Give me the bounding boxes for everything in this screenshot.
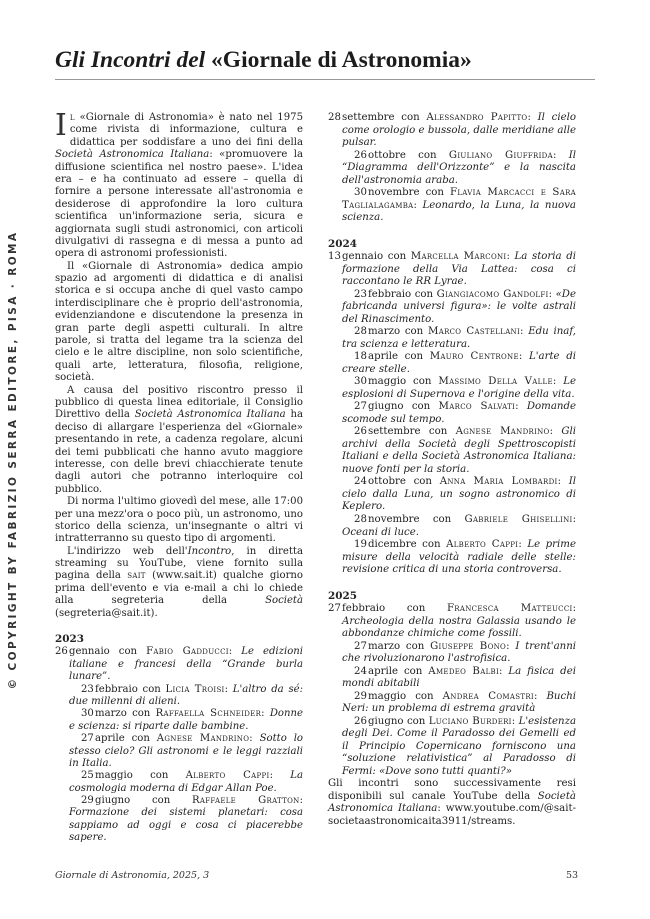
entry-speaker: Flavia Marcacci e Sara Taglialagamba (342, 187, 576, 211)
entry-day: 26 (354, 426, 367, 438)
entry-when: marzo con (368, 640, 431, 652)
entry-day: 30 (354, 376, 367, 388)
entry-when: gennaio con (69, 646, 147, 658)
year-heading: 2024 (328, 237, 357, 250)
entry-speaker: Francesca Matteucci (446, 603, 573, 615)
entry-day: 27 (354, 640, 367, 652)
entry-when: marzo con (368, 326, 428, 338)
entry-speaker: Gabriele Ghisellini (464, 513, 573, 525)
entry-day: 29 (354, 690, 367, 702)
entry-when: dicembre con (368, 539, 447, 551)
intro-paragraph-3 (55, 385, 303, 497)
entry-speaker: Giuliano Giuffrida (448, 149, 553, 161)
intro-smallcaps: sait (127, 570, 146, 582)
intro-paragraph-1 (55, 108, 303, 261)
entry-title: Domande scomode sul tempo. (342, 401, 577, 425)
entry-speaker: Luciano Burderi (428, 715, 512, 727)
intro-text: «Giornale di Astronomia» è nato nel 1975 come rivista di informazione, cultura e didattica per soddisfare a uno dei fini della (69, 112, 303, 148)
entry-speaker: Alberto Cappi (185, 770, 270, 782)
entry-when: giugno con (368, 401, 439, 413)
schedule-entry: 18aprile con Mauro Centrone: L'arte di creare stelle. (342, 351, 577, 375)
entry-title: Formazione dei sistemi planetari: cosa sappiamo ad oggi e cosa ci piacerebbe sapere. (69, 807, 303, 844)
page-title-italic: Gli Incontri del (55, 47, 206, 73)
entry-speaker: Amedeo Balbi (428, 665, 500, 677)
entry-day: 19 (354, 539, 367, 551)
schedule-entry: 28settembre con Alessandro Papitto: Il cielo come orologio e bussola, dalle meridiane alle pulsar. (328, 112, 577, 149)
intro-italic: Società Astronomica Italiana (134, 409, 286, 421)
drop-cap: I (55, 108, 67, 143)
entry-day: 23 (354, 288, 367, 300)
closing-paragraph (328, 778, 576, 828)
schedule-2023 (55, 633, 303, 845)
entry-title: Sotto lo stesso cielo? Gli astronomi e le leggi razziali in Italia. (69, 733, 303, 769)
copyright-text: © COPYRIGHT BY FABRIZIO SERRA EDITORE, PISA · ROMA (7, 230, 19, 689)
entry-day: 26 (55, 646, 68, 658)
entry-speaker: Raffaele Gratton (192, 795, 300, 807)
entry-title: La storia di formazione della Via Lattea: cosa ci raccontano le RR Lyrae. (342, 251, 577, 288)
entry-when: giugno con (95, 795, 192, 807)
entry-when: marzo con (95, 708, 156, 720)
entry-day: 18 (354, 351, 367, 363)
entry-day: 29 (81, 795, 94, 807)
schedule-entry: 30novembre con Flavia Marcacci e Sara Taglialagamba: Leonardo, la Luna, la nuova scienza. (342, 187, 576, 224)
entry-speaker: Licia Troisi (165, 683, 225, 695)
schedule-entry: 28marzo con Marco Castellani: Edu inaf, tra scienza e letteratura. (342, 326, 577, 350)
schedule-entry: 25maggio con Alberto Cappi: La cosmologia moderna di Edgar Allan Poe. (69, 770, 304, 794)
schedule-2024 (328, 238, 576, 577)
schedule-entry: 26ottobre con Giuliano Giuffrida: Il “Diagramma dell'Orizzonte” e la nascita dell'astronomia araba. (342, 149, 576, 186)
intro-text: L'indirizzo web dell' (67, 545, 188, 557)
intro-text: A causa del positivo riscontro presso il pubblico di questa linea editoriale, il Consiglio Direttivo della (55, 384, 303, 421)
entry-title: Il cielo come orologio e bussola, dalle meridiane alle pulsar. (342, 112, 577, 149)
entry-speaker: Giuseppe Bono (430, 640, 507, 652)
entry-speaker: Marco Castellani (427, 326, 521, 338)
schedule-entry: 26gennaio con Fabio Gadducci: Le edizioni italiane e francesi della “Grande burla lunare”. (55, 646, 303, 683)
schedule-entry: 23febbraio con Giangiacomo Gandolfi: «De fabricanda universi figura»: le volte astrali del Rinascimento. (342, 288, 576, 325)
entry-day: 28 (354, 326, 367, 338)
intro-paragraph-5 (55, 546, 303, 620)
title-rule (55, 79, 595, 80)
closing-italic: Società Astronomica Italiana (328, 790, 576, 815)
entry-speaker: Marco Salvati (438, 401, 516, 413)
schedule-entry: 26settembre con Agnese Mandrino: Gli archivi della Società degli Spettroscopisti Italiani e della Società Astronomica Italiana: nuove fonti per la storia. (342, 426, 577, 475)
intro-paragraph-2: Il «Giornale di Astronomia» dedica ampio spazio ad argomenti di didattica e di analisi storica e si occupa anche di quel vasto campo interdisciplinare che è proprio dell'astronomia, evidenziandone e discutendone la presenza in gran parte degli aspetti culturali. In altre parole, si tratta del legame tra la scienza del cielo e le altre discipline, non solo scientifiche, quali arte, letteratura, filosofia, religione, società. (55, 260, 303, 384)
intro-text: (segreteria@sait.it). (55, 607, 158, 619)
entry-day: 26 (354, 149, 367, 161)
entry-speaker: Fabio Gadducci (146, 646, 229, 658)
entry-when: giugno con (368, 715, 429, 727)
schedule-entry: 27febbraio con Francesca Matteucci: Archeologia della nostra Galassia usando le abbondanze chimiche come fossili. (328, 603, 576, 640)
entry-when: febbraio con (342, 603, 447, 615)
schedule-2023-continued (328, 112, 576, 225)
entry-when: aprile con (368, 351, 430, 363)
entry-title: I trent'anni che rivoluzionarono l'astrofisica. (342, 640, 577, 665)
closing-text: Gli incontri sono successivamente resi disponibili sul canale YouTube della (328, 778, 576, 802)
entry-title: Buchi Neri: un problema di estrema gravità (342, 690, 577, 715)
intro-italic: Società (265, 595, 303, 607)
entry-speaker: Alberto Cappi (446, 539, 519, 551)
intro-paragraph-4: Di norma l'ultimo giovedì del mese, alle 17:00 per una mezz'ora o poco più, un astronomo, uno storico della scienza, un'insegnante o altri vi intratterranno su questo tipo di argomenti. (55, 496, 303, 545)
entry-speaker: Anna Maria Lombardi (439, 476, 558, 488)
entry-speaker: Agnese Mandrino (156, 733, 250, 745)
entry-when: settembre con (342, 112, 427, 123)
entry-title: Archeologia della nostra Galassia usando le abbondanze chimiche come fossili. (342, 615, 576, 640)
entry-title: Oceani di luce. (342, 526, 420, 538)
intro-smallcaps: l (69, 112, 75, 123)
entry-title: L'arte di creare stelle. (342, 351, 577, 375)
page-title-rest: «Giornale di Astronomia» (205, 47, 472, 73)
entry-title: Edu inaf, tra scienza e letteratura. (342, 326, 577, 350)
intro-text: : «promuovere la diffusione scientifica nel nostro paese». L'idea era – e ha continuato ad essere – quella di fornire a persone interessate all'astronomia e desiderose di approfondire la loro cultura scientifica un'informazione seria, sicura e aggiornata sugli studi astronomici, con articoli divulgativi di rassegna e di messa a punto ad opera di astronomi professionisti. (55, 149, 303, 260)
page-number: 53 (566, 870, 579, 881)
entry-day: 13 (328, 251, 341, 263)
entry-title: L'altro da sé: due millenni di alieni. (69, 683, 303, 707)
entry-title: L'esistenza degli Dei. Come il Paradosso dei Gemelli ed il Principio Copernicano forniscono una “soluzione relativistica” al Paradosso di Fermi: «Dove sono tutti quanti?» (342, 715, 577, 777)
entry-title: Il “Diagramma dell'Orizzonte” e la nascita dell'astronomia araba. (342, 149, 576, 186)
schedule-entry: 30marzo con Raffaella Schneider: Donne e scienza: si riparte dalle bambine. (69, 708, 303, 732)
entry-title: Leonardo, la Luna, la nuova scienza. (342, 199, 576, 224)
schedule-entry: 26giugno con Luciano Burderi: L'esistenza degli Dei. Come il Paradosso dei Gemelli ed il Principio Copernicano forniscono una “soluzione relativistica” al Paradosso di Fermi: «Dove sono tutti quanti?» (342, 715, 577, 777)
entry-when: ottobre con (368, 149, 449, 161)
entry-day: 30 (81, 708, 94, 720)
entry-title: La fisica dei mondi abitabili (342, 665, 576, 690)
intro-text: (www.sait.it) qualche giorno prima dell'evento e via e-mail a chi lo chiede alla segreteria della (55, 570, 303, 607)
intro-italic: Incontro (187, 545, 232, 557)
entry-when: novembre con (368, 513, 465, 525)
schedule-entry: 19dicembre con Alberto Cappi: Le prime misure della velocità radiale delle stelle: revisione critica di una storia controversa. (342, 539, 576, 576)
entry-speaker: Raffaella Schneider (155, 708, 262, 720)
entry-day: 23 (81, 683, 94, 695)
footer-journal: Giornale di Astronomia, 2025, 3 (55, 870, 210, 881)
schedule-entry: 23febbraio con Licia Troisi: L'altro da sé: due millenni di alieni. (69, 683, 303, 707)
closing-text: : www.youtube.com/@sait-societaastronomicaita3911/streams. (328, 803, 577, 827)
entry-title: Le edizioni italiane e francesi della “Grande burla lunare”. (69, 646, 303, 683)
entry-title: Donne e scienza: si riparte dalle bambine. (69, 708, 303, 732)
schedule-entry: 27marzo con Giuseppe Bono: I trent'anni che rivoluzionarono l'astrofisica. (342, 640, 577, 665)
entry-speaker: Giangiacomo Gandolfi (436, 288, 549, 300)
entry-when: febbraio con (95, 683, 166, 695)
entry-speaker: Massimo Della Valle (438, 376, 553, 388)
entry-when: maggio con (368, 376, 439, 388)
schedule-entry: 13gennaio con Marcella Marconi: La storia di formazione della Via Lattea: cosa ci raccontano le RR Lyrae. (328, 251, 577, 288)
entry-day: 28 (328, 112, 341, 123)
page-title (55, 46, 595, 74)
schedule-entry: 29giugno con Raffaele Gratton: Formazione dei sistemi planetari: cosa sappiamo ad oggi e cosa ci piacerebbe sapere. (69, 795, 303, 844)
entry-title: «De fabricanda universi figura»: le volte astrali del Rinascimento. (342, 288, 576, 325)
entry-title: La cosmologia moderna di Edgar Allan Poe. (69, 770, 304, 794)
entry-day: 27 (81, 733, 94, 745)
intro-italic: Società Astronomica Italiana (55, 149, 210, 161)
schedule-entry: 24ottobre con Anna Maria Lombardi: Il cielo dalla Luna, un sogno astronomico di Keplero. (342, 476, 576, 513)
schedule-entry: 24aprile con Amedeo Balbi: La fisica dei mondi abitabili (342, 665, 576, 690)
copyright-sidebar (0, 230, 26, 689)
schedule-entry: 27giugno con Marco Salvati: Domande scomode sul tempo. (342, 401, 577, 425)
entry-speaker: Agnese Mandrino (455, 426, 550, 438)
entry-day: 25 (81, 770, 94, 782)
entry-when: maggio con (368, 690, 443, 702)
entry-when: settembre con (368, 426, 456, 438)
schedule-entry: 27aprile con Agnese Mandrino: Sotto lo stesso cielo? Gli astronomi e le leggi razziali in Italia. (69, 733, 303, 769)
entry-day: 26 (354, 715, 367, 727)
schedule-entry: 30maggio con Massimo Della Valle: Le esplosioni di Supernova e l'origine della vita. (342, 376, 577, 400)
entry-when: maggio con (95, 770, 186, 782)
entry-when: ottobre con (368, 476, 440, 488)
entry-day: 27 (354, 401, 367, 413)
right-column (328, 112, 576, 828)
entry-when: gennaio con (342, 251, 411, 263)
year-heading: 2023 (55, 633, 84, 646)
entry-speaker: Marcella Marconi (410, 251, 507, 263)
entry-speaker: Alessandro Papitto (426, 112, 528, 123)
entry-title: Il cielo dalla Luna, un sogno astronomico di Keplero. (342, 476, 576, 513)
year-heading: 2025 (328, 589, 357, 602)
entry-day: 24 (354, 665, 367, 677)
entry-day: 30 (354, 187, 367, 199)
schedule-entry: 29maggio con Andrea Comastri: Buchi Neri: un problema di estrema gravità (342, 690, 577, 715)
intro-text: , in diretta streaming su YouTube, viene fornito sulla pagina della (55, 545, 303, 582)
entry-title: Le esplosioni di Supernova e l'origine della vita. (342, 376, 577, 400)
schedule-entry: 28novembre con Gabriele Ghisellini: Oceani di luce. (342, 513, 577, 538)
entry-day: 28 (354, 513, 367, 525)
left-column (55, 108, 304, 845)
entry-speaker: Andrea Comastri (442, 690, 534, 702)
entry-when: novembre con (368, 187, 450, 199)
entry-when: febbraio con (368, 288, 437, 300)
entry-title: Le prime misure della velocità radiale delle stelle: revisione critica di una storia controversa. (342, 539, 576, 576)
entry-when: aprile con (368, 665, 429, 677)
entry-title: Gli archivi della Società degli Spettroscopisti Italiani e della Società Astronomica Italiana: nuove fonti per la storia. (342, 426, 577, 475)
entry-when: aprile con (95, 733, 157, 745)
entry-speaker: Mauro Centrone (429, 351, 519, 363)
entry-day: 27 (328, 603, 341, 615)
schedule-2025 (328, 590, 576, 779)
entry-day: 24 (354, 476, 367, 488)
intro-text: ha deciso di allargare l'esperienza del «Giornale» presentando in rete, a cadenza regolare, alcuni dei temi pubblicati che hanno avuto maggiore interesse, con delle brevi chiacchierate tenute dagli autori che potranno interloquire col pubblico. (55, 409, 303, 495)
